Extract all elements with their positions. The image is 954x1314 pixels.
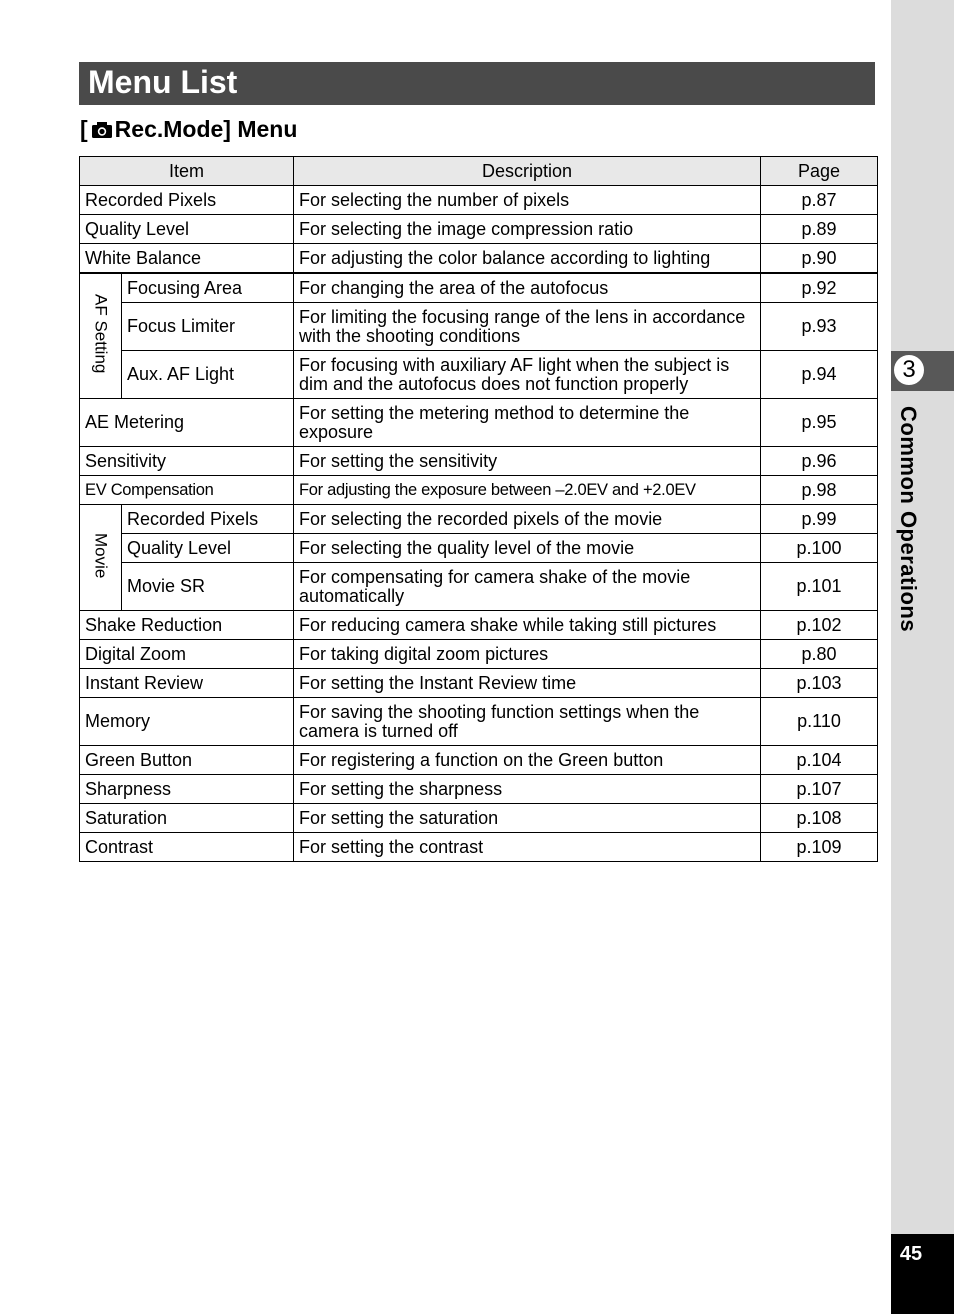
chapter-number: 3 <box>893 354 925 386</box>
table-row <box>80 775 878 804</box>
table-row <box>80 669 878 698</box>
table-row <box>80 186 878 215</box>
item-cell: Aux. AF Light <box>122 351 294 399</box>
table-row <box>80 804 878 833</box>
page-cell: p.104 <box>761 746 878 775</box>
page-cell: p.108 <box>761 804 878 833</box>
item-cell: Movie SR <box>122 563 294 611</box>
item-cell: Recorded Pixels <box>80 186 294 215</box>
table-row <box>80 244 878 274</box>
table-header-row <box>80 157 878 186</box>
item-cell: Shake Reduction <box>80 611 294 640</box>
item-cell: Digital Zoom <box>80 640 294 669</box>
description-cell: For setting the Instant Review time <box>294 669 761 698</box>
page-cell: p.98 <box>761 476 878 505</box>
table-row <box>80 447 878 476</box>
group-label-af: AF Setting <box>91 294 111 374</box>
item-cell: Contrast <box>80 833 294 862</box>
table-row <box>80 303 878 351</box>
page-cell: p.99 <box>761 505 878 534</box>
item-cell: Sharpness <box>80 775 294 804</box>
item-cell: Saturation <box>80 804 294 833</box>
page-cell: p.90 <box>761 244 878 274</box>
table-row <box>80 563 878 611</box>
table-row <box>80 746 878 775</box>
item-cell: Quality Level <box>122 534 294 563</box>
table-row <box>80 215 878 244</box>
chapter-sidebar <box>891 0 954 1314</box>
group-af-setting <box>80 273 122 399</box>
section-heading <box>80 116 297 143</box>
item-cell: Memory <box>80 698 294 746</box>
group-movie <box>80 505 122 611</box>
description-cell: For setting the sensitivity <box>294 447 761 476</box>
item-cell: EV Compensation <box>80 476 294 505</box>
description-cell: For setting the sharpness <box>294 775 761 804</box>
page-cell: p.101 <box>761 563 878 611</box>
page-cell: p.92 <box>761 273 878 303</box>
page-cell: p.107 <box>761 775 878 804</box>
table-row <box>80 534 878 563</box>
description-cell: For adjusting the exposure between –2.0EV and +2.0EV <box>294 476 761 505</box>
page-cell: p.110 <box>761 698 878 746</box>
description-cell: For reducing camera shake while taking still pictures <box>294 611 761 640</box>
item-cell: Instant Review <box>80 669 294 698</box>
page-number: 45 <box>899 1243 923 1265</box>
item-cell: Green Button <box>80 746 294 775</box>
description-cell: For setting the contrast <box>294 833 761 862</box>
item-cell: Recorded Pixels <box>122 505 294 534</box>
description-cell: For changing the area of the autofocus <box>294 273 761 303</box>
description-cell: For selecting the recorded pixels of the movie <box>294 505 761 534</box>
page-cell: p.96 <box>761 447 878 476</box>
table-row <box>80 399 878 447</box>
page-cell: p.89 <box>761 215 878 244</box>
item-cell: Sensitivity <box>80 447 294 476</box>
description-cell: For saving the shooting function settings when the camera is turned off <box>294 698 761 746</box>
table-row <box>80 351 878 399</box>
group-label-movie: Movie <box>91 532 111 579</box>
description-cell: For focusing with auxiliary AF light when the subject is dim and the autofocus does not function properly <box>294 351 761 399</box>
table-row <box>80 611 878 640</box>
item-cell: White Balance <box>80 244 294 274</box>
item-cell: Focusing Area <box>122 273 294 303</box>
description-cell: For taking digital zoom pictures <box>294 640 761 669</box>
page-cell: p.109 <box>761 833 878 862</box>
page-cell: p.100 <box>761 534 878 563</box>
menu-list-table <box>79 156 878 862</box>
description-cell: For compensating for camera shake of the movie automatically <box>294 563 761 611</box>
description-cell: For adjusting the color balance according to lighting <box>294 244 761 274</box>
table-row <box>80 640 878 669</box>
page-cell: p.80 <box>761 640 878 669</box>
item-cell: AE Metering <box>80 399 294 447</box>
table-row <box>80 273 878 303</box>
page-cell: p.94 <box>761 351 878 399</box>
table-row <box>80 698 878 746</box>
section-label: Rec.Mode] Menu <box>114 116 298 142</box>
description-cell: For setting the saturation <box>294 804 761 833</box>
page-cell: p.103 <box>761 669 878 698</box>
description-cell: For setting the metering method to determine the exposure <box>294 399 761 447</box>
item-cell: Focus Limiter <box>122 303 294 351</box>
description-cell: For limiting the focusing range of the lens in accordance with the shooting conditions <box>294 303 761 351</box>
header-item: Item <box>80 157 294 186</box>
camera-icon <box>91 121 113 139</box>
section-open-bracket: [ <box>80 116 88 142</box>
item-cell: Quality Level <box>80 215 294 244</box>
page-cell: p.95 <box>761 399 878 447</box>
description-cell: For selecting the quality level of the movie <box>294 534 761 563</box>
chapter-title: Common Operations <box>896 406 921 633</box>
description-cell: For selecting the number of pixels <box>294 186 761 215</box>
header-description: Description <box>294 157 761 186</box>
table-row <box>80 505 878 534</box>
page-cell: p.87 <box>761 186 878 215</box>
table-row <box>80 833 878 862</box>
page-cell: p.93 <box>761 303 878 351</box>
header-page: Page <box>761 157 878 186</box>
description-cell: For registering a function on the Green button <box>294 746 761 775</box>
table-row <box>80 476 878 505</box>
page-cell: p.102 <box>761 611 878 640</box>
description-cell: For selecting the image compression ratio <box>294 215 761 244</box>
page-title: Menu List <box>88 64 238 100</box>
